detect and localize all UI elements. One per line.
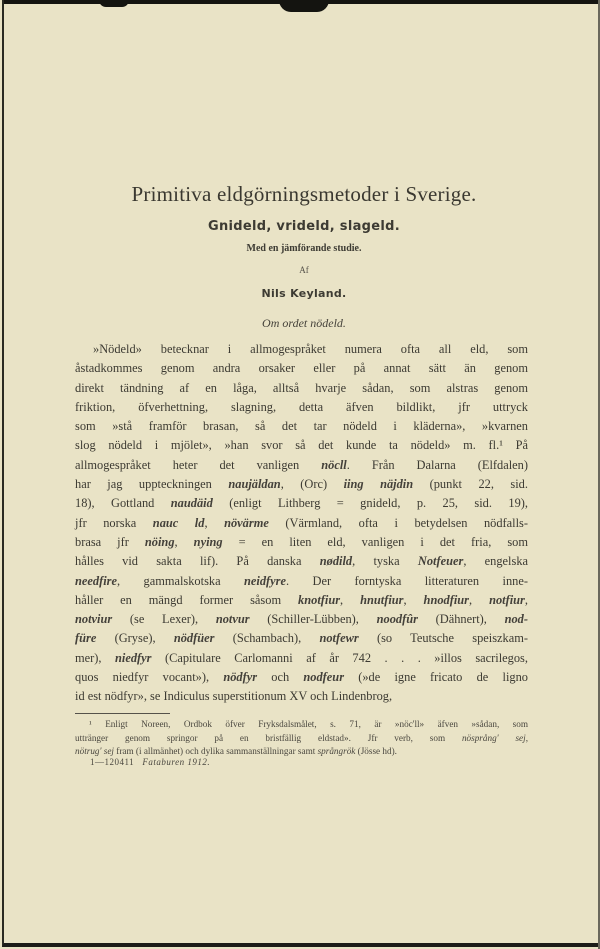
scan-artifact	[99, 0, 129, 7]
text-run: friktion, öfverhettning, slagning, detta äfven bildlikt, jfr uttryck	[75, 399, 528, 414]
byline: Af	[299, 265, 309, 275]
text-run: ,	[525, 732, 528, 743]
italic-term: naujäldan	[228, 477, 281, 492]
text-run: åstadkommes genom andra orsaker eller på annat sätt än genom	[75, 361, 528, 376]
italic-term: knotfiur	[298, 592, 341, 607]
body-line	[75, 591, 528, 610]
italic-term: nödfyr	[223, 670, 258, 685]
italic-term: hnutfiur	[360, 592, 404, 607]
text-run: , (Orc)	[280, 477, 344, 492]
text-run: (Dähnert),	[417, 612, 505, 627]
text-run: (se Lexer),	[112, 612, 216, 627]
text-run: (Schiller-Lübben),	[249, 612, 377, 627]
text-run: quos niedfyr vocant»),	[75, 670, 224, 685]
document-subsubtitle: Med en jämförande studie.	[246, 243, 362, 254]
text-run: »Nödeld» betecknar i allmogespråket numera ofta all eld, som	[93, 342, 528, 356]
italic-term: notvur	[215, 612, 250, 627]
text-run: , tyska	[352, 554, 418, 569]
body-paragraph	[75, 340, 528, 707]
italic-term: notfewr	[319, 631, 359, 646]
document-subtitle: Gnideld, vrideld, slageld.	[207, 219, 400, 234]
text-run: (Capitulare Carlomanni af år 742 . . . »illos sacrilegos,	[151, 650, 528, 665]
body-line	[75, 494, 528, 513]
text-run: och	[257, 670, 304, 685]
italic-term: nødild	[319, 554, 353, 569]
italic-term: nodfeur	[303, 670, 345, 685]
text-run: (enligt Lithberg = gnideld, p. 25, sid. 19),	[212, 496, 528, 511]
italic-term: språngrök	[317, 746, 356, 756]
text-run: = en liten eld, vanligen i det fria, som	[222, 534, 528, 549]
text-run: allmogespråket heter det vanligen	[75, 457, 322, 472]
text-run: har jag uppteckningen	[75, 477, 229, 492]
body-line	[75, 379, 528, 398]
text-run: id est nödfyr», se Indiculus superstitionum XV och Lindenbrog,	[75, 689, 393, 704]
text-run: 18), Gottland	[75, 496, 171, 511]
signature-number: 1—120411	[90, 757, 135, 767]
text-run: ,	[174, 534, 194, 549]
scan-artifact	[279, 0, 329, 12]
italic-term: nösprång' sej	[461, 732, 526, 743]
italic-term: nötrug' sej	[75, 746, 114, 756]
body-line	[75, 475, 528, 494]
body-line	[75, 687, 528, 706]
italic-term: növärme	[224, 515, 269, 530]
body-line	[75, 668, 528, 687]
text-run: (Jösse hd).	[355, 746, 397, 756]
text-run: uttränger genom springor på en bristfällig eldstad». Jfr verb, som	[75, 732, 462, 743]
italic-term: noodfûr	[376, 612, 418, 627]
body-line	[75, 359, 528, 378]
body-line	[75, 552, 528, 571]
body-line	[75, 572, 528, 591]
text-run: mer),	[75, 650, 115, 665]
text-run: , gammalskotska	[116, 573, 245, 588]
italic-term: naudäid	[170, 496, 213, 511]
italic-term: neidfyre	[244, 573, 286, 588]
body-line	[75, 417, 528, 436]
text-run: (»de igne fricato de ligno	[344, 670, 528, 685]
footnote-line	[75, 718, 528, 732]
italic-term: notviur	[75, 612, 113, 627]
text-run: fram (i allmänhet) och dylika sammanställningar samt	[113, 746, 318, 756]
text-run: (Schambach),	[214, 631, 320, 646]
italic-term: Notfeuer	[417, 554, 464, 569]
footnote-line	[75, 732, 528, 746]
italic-term: iing näjdin	[343, 477, 414, 492]
text-run: ,	[340, 592, 361, 607]
italic-term: hnodfiur	[423, 592, 470, 607]
italic-term: füre	[75, 631, 97, 646]
body-line	[75, 456, 528, 475]
italic-term: notfiur	[489, 592, 525, 607]
text-run: direkt tändning af en låga, alltså hvarje sådan, som alstras genom	[75, 380, 528, 395]
document-page	[2, 0, 600, 947]
text-run: (punkt 22, sid.	[413, 477, 528, 492]
text-run: jfr norska	[75, 515, 153, 530]
document-title: Primitiva eldgörningsmetoder i Sverige.	[131, 182, 477, 206]
author-name: Nils Keyland.	[261, 287, 347, 300]
signature-journal: Fataburen 1912.	[142, 757, 211, 767]
text-run: slog nödeld i mjölet», »han svor så det kunde ta nödeld» m. fl.¹ På	[75, 438, 528, 453]
italic-term: nauc ld	[152, 515, 205, 530]
text-run: ,	[524, 592, 528, 607]
text-run: ,	[204, 515, 225, 530]
text-run: , engelska	[463, 554, 529, 569]
text-run: ,	[469, 592, 490, 607]
text-run: (Värmland, ofta i betydelsen nödfalls-	[268, 515, 528, 530]
italic-term: nödfüer	[173, 631, 215, 646]
text-run: brasa jfr	[75, 534, 145, 549]
text-run: ,	[403, 592, 424, 607]
body-line	[75, 436, 528, 455]
body-line	[75, 533, 528, 552]
text-run: som »stå framför brasan, så det tar nödeld i kläderna», »kvarnen	[75, 419, 528, 434]
body-line	[75, 398, 528, 417]
text-run: hålles vid sakta lif). På danska	[75, 554, 320, 569]
italic-term: nod-	[504, 612, 529, 627]
body-line	[75, 610, 528, 629]
body-line	[75, 340, 528, 359]
section-heading: Om ordet nödeld.	[262, 316, 346, 330]
body-line	[75, 629, 528, 648]
page-signature	[90, 757, 210, 767]
text-run: (Gryse),	[96, 631, 174, 646]
body-line	[75, 649, 528, 668]
text-run: (so Teutsche speiszkam-	[358, 631, 528, 646]
italic-term: nying	[193, 534, 223, 549]
text-run: . Der forntyska litteraturen inne-	[286, 573, 528, 588]
italic-term: needfire	[75, 573, 117, 588]
footnote	[75, 718, 528, 759]
text-run: håller en mängd former såsom	[75, 592, 299, 607]
italic-term: nöcll	[321, 457, 347, 472]
italic-term: nöing	[144, 534, 175, 549]
italic-term: niedfyr	[114, 650, 152, 665]
text-run: ¹ Enligt Noreen, Ordbok öfver Fryksdalsmålet, s. 71, är »nöc'll» äfven »sådan, som	[89, 719, 528, 729]
body-line	[75, 514, 528, 533]
footnote-rule	[75, 713, 170, 714]
text-run: . Från Dalarna (Elfdalen)	[346, 457, 528, 472]
